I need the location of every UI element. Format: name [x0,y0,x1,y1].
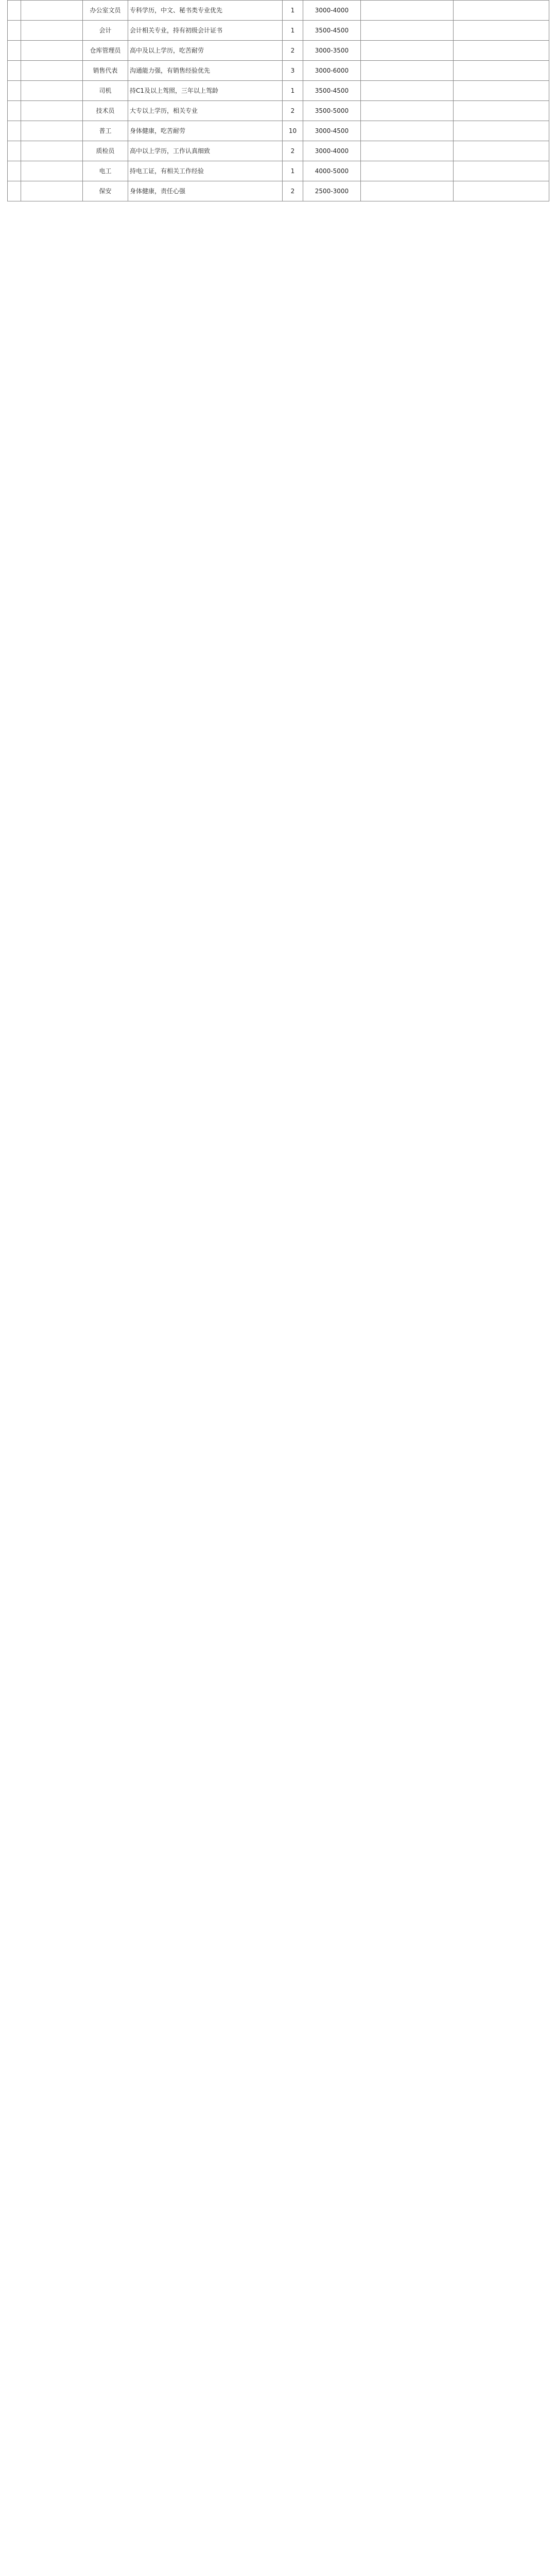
table-row [8,181,549,201]
cell-seq [8,141,21,161]
cell-count: 2 [283,41,303,61]
cell-note [361,41,454,61]
cell-requirement: 持电工证，有相关工作经验 [128,161,283,181]
cell-count: 3 [283,61,303,81]
cell-count: 10 [283,121,303,141]
cell-salary: 3000-4500 [303,121,361,141]
cell-contact [454,181,549,201]
cell-requirement: 持C1及以上驾照，三年以上驾龄 [128,81,283,101]
cell-position: 销售代表 [83,61,128,81]
cell-position: 会计 [83,21,128,41]
cell-contact [454,101,549,121]
cell-note [361,141,454,161]
cell-requirement: 身体健康，责任心强 [128,181,283,201]
cell-count: 1 [283,161,303,181]
cell-salary: 3000-3500 [303,41,361,61]
cell-contact [454,81,549,101]
cell-position: 仓库管理员 [83,41,128,61]
cell-count: 1 [283,81,303,101]
cell-requirement: 大专以上学历，相关专业 [128,101,283,121]
cell-salary: 3000-6000 [303,61,361,81]
cell-seq [8,61,21,81]
table-row [8,41,549,61]
cell-requirement: 高中以上学历，工作认真细致 [128,141,283,161]
cell-contact [454,1,549,21]
cell-contact [454,121,549,141]
cell-note [361,181,454,201]
cell-contact [454,161,549,181]
cell-count: 2 [283,181,303,201]
cell-salary: 3500-4500 [303,21,361,41]
cell-salary: 2500-3000 [303,181,361,201]
cell-note [361,101,454,121]
cell-count: 1 [283,21,303,41]
cell-company [21,121,83,141]
cell-salary: 3000-4000 [303,141,361,161]
cell-company [21,81,83,101]
cell-company [21,101,83,121]
cell-contact [454,141,549,161]
cell-seq [8,81,21,101]
cell-position: 办公室文员 [83,1,128,21]
cell-salary: 3500-4500 [303,81,361,101]
cell-note [361,161,454,181]
table-row [8,121,549,141]
table-body [8,1,549,201]
cell-company [21,21,83,41]
cell-salary: 4000-5000 [303,161,361,181]
cell-company [21,41,83,61]
cell-contact [454,21,549,41]
cell-seq [8,21,21,41]
cell-company [21,161,83,181]
cell-requirement: 身体健康，吃苦耐劳 [128,121,283,141]
cell-seq [8,181,21,201]
cell-position: 质检员 [83,141,128,161]
cell-requirement: 高中及以上学历，吃苦耐劳 [128,41,283,61]
cell-note [361,1,454,21]
table-row [8,101,549,121]
cell-note [361,81,454,101]
cell-requirement: 专科学历，中文、秘书类专业优先 [128,1,283,21]
cell-seq [8,101,21,121]
cell-position: 技术员 [83,101,128,121]
cell-salary: 3500-5000 [303,101,361,121]
table-row [8,61,549,81]
cell-seq [8,41,21,61]
recruitment-table [7,0,549,201]
cell-count: 2 [283,141,303,161]
cell-count: 1 [283,1,303,21]
table-row [8,21,549,41]
cell-salary: 3000-4000 [303,1,361,21]
cell-company [21,61,83,81]
table-row [8,81,549,101]
cell-position: 普工 [83,121,128,141]
cell-requirement: 沟通能力强，有销售经验优先 [128,61,283,81]
cell-company [21,181,83,201]
table-row [8,1,549,21]
cell-company [21,1,83,21]
cell-position: 电工 [83,161,128,181]
table-row [8,141,549,161]
cell-seq [8,121,21,141]
table-row [8,161,549,181]
cell-note [361,121,454,141]
cell-count: 2 [283,101,303,121]
cell-position: 司机 [83,81,128,101]
cell-position: 保安 [83,181,128,201]
cell-seq [8,1,21,21]
cell-note [361,21,454,41]
cell-contact [454,61,549,81]
cell-note [361,61,454,81]
cell-contact [454,41,549,61]
cell-company [21,141,83,161]
cell-requirement: 会计相关专业，持有初级会计证书 [128,21,283,41]
cell-seq [8,161,21,181]
